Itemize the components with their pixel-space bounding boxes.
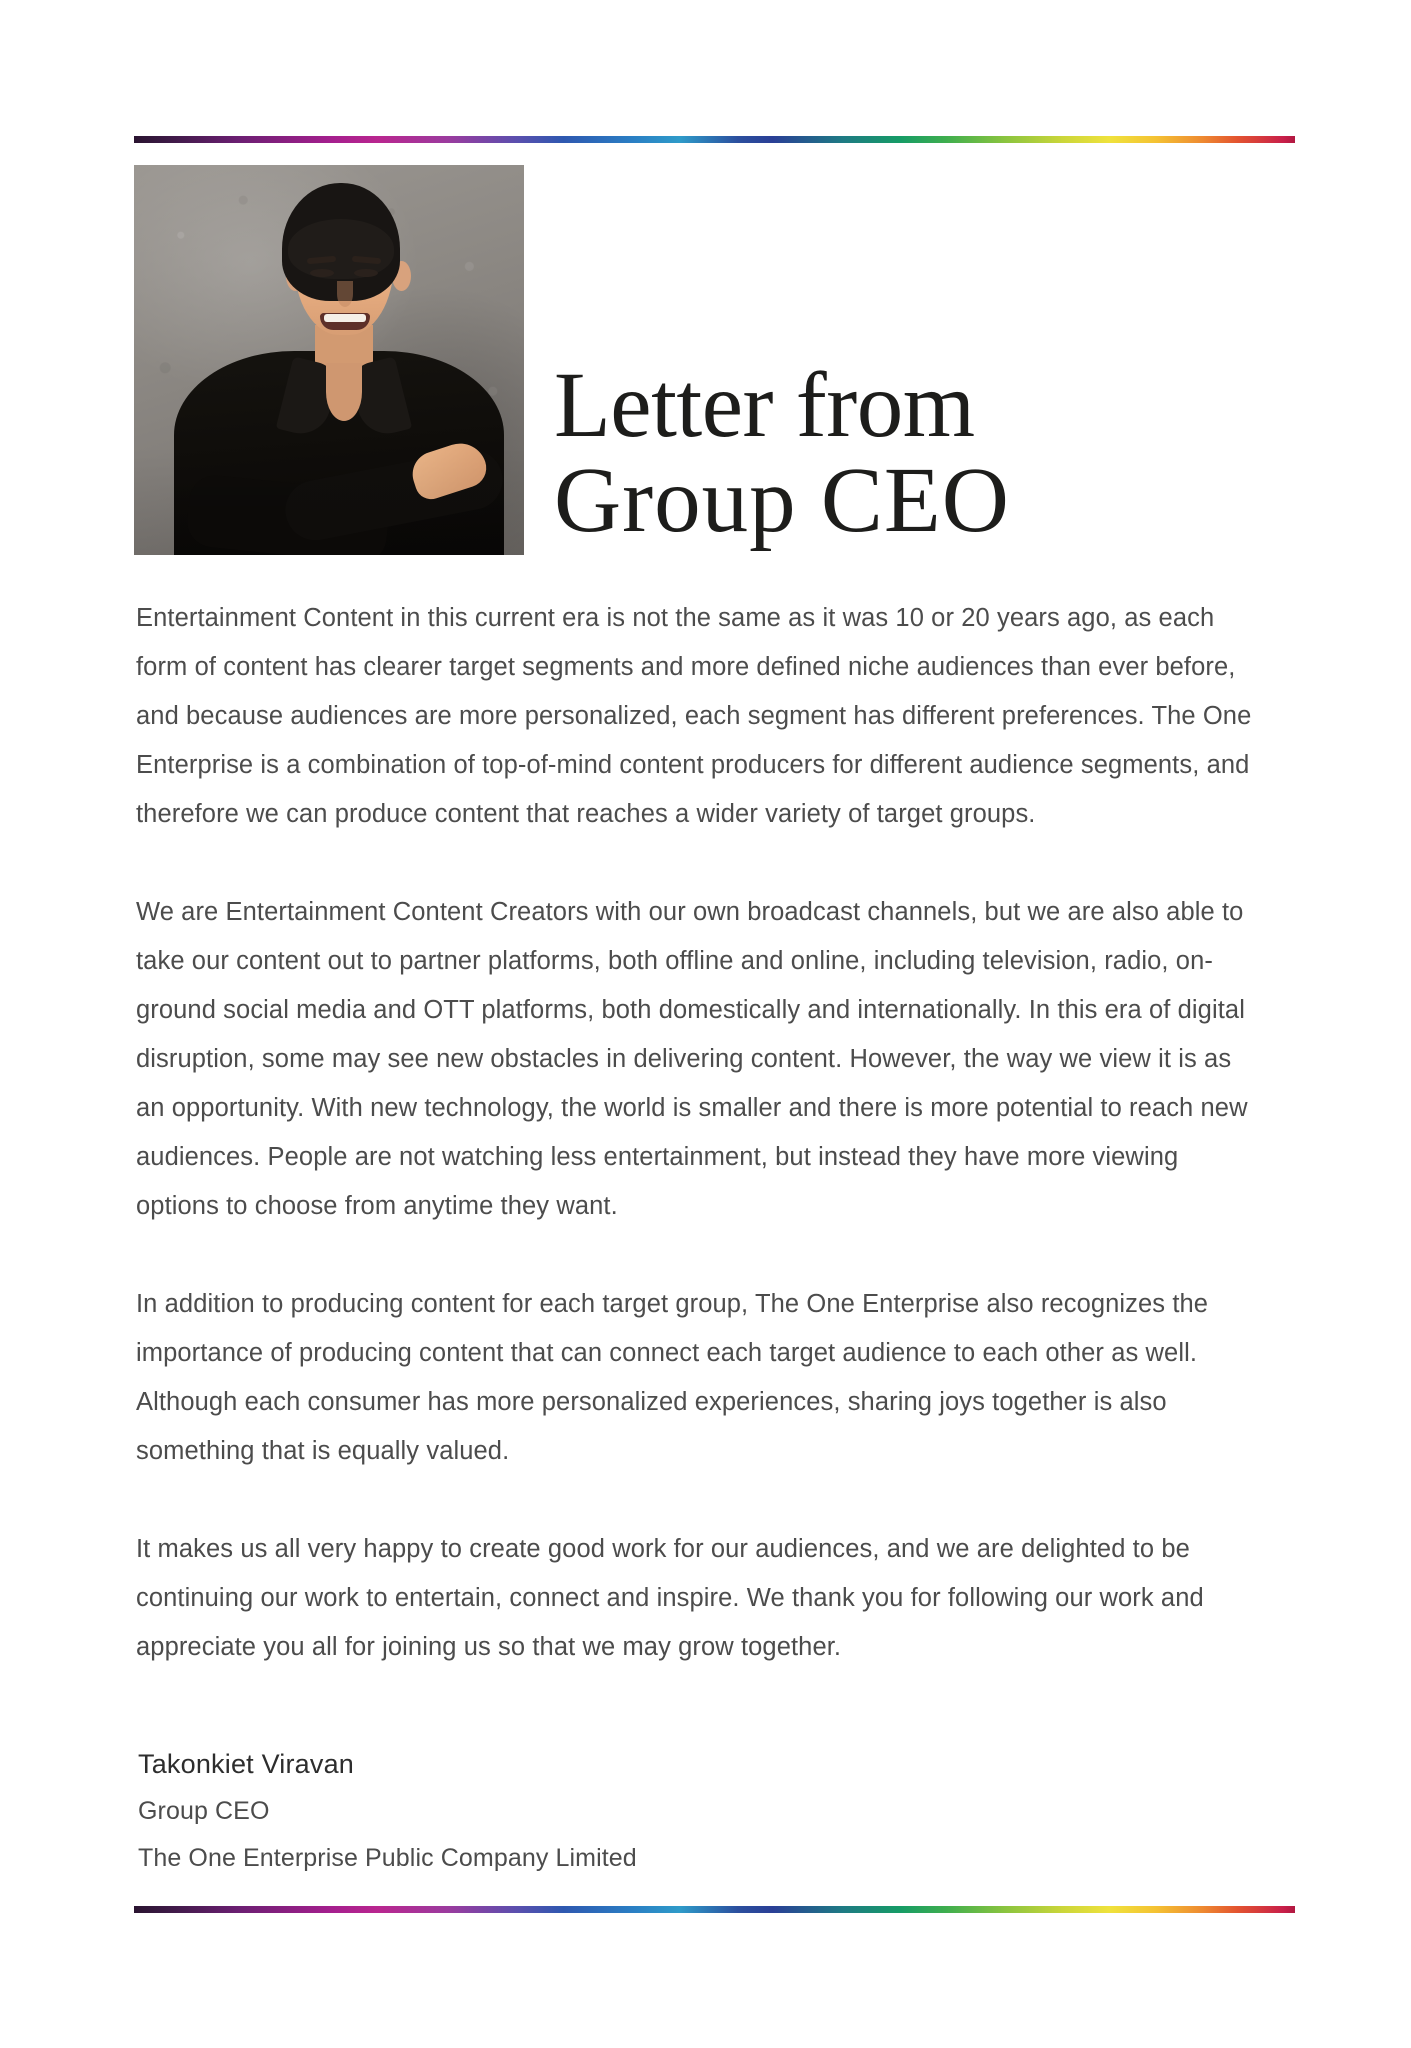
page-title-line-2: Group CEO (554, 449, 1010, 553)
portrait-teeth-shape (324, 314, 366, 322)
signature-role: Group CEO (138, 1797, 270, 1825)
portrait-chest-shape (326, 363, 362, 421)
signature-block (138, 1740, 938, 1882)
letter-header (134, 165, 1295, 555)
portrait-mouth-shape (320, 313, 370, 330)
letter-paragraph: In addition to producing content for each target group, The One Enterprise also recognizes the importance of producing content that can connect each target audience to each other as well. Although each consumer has more personalized experiences, sharing joys together is also something that is equally valued. (136, 1290, 1209, 1465)
letter-paragraph: We are Entertainment Content Creators with our own broadcast channels, but we are also able to take our content out to partner platforms, both offline and online, including television, radio, on-ground social media and OTT platforms, both domestically and internationally. In this era of digital disruption, some may see new obstacles in delivering content. However, the way we view it is as an opportunity. With new technology, the world is smaller and there is more potential to reach new audiences. People are not watching less entertainment, but instead they have more viewing options to choose from anytime they want. (136, 898, 1248, 1220)
page-title-line-1: Letter from (554, 354, 975, 458)
portrait-nose-shape (337, 281, 353, 307)
signature-company: The One Enterprise Public Company Limited (138, 1844, 637, 1872)
letter-paragraph: It makes us all very happy to create good work for our audiences, and we are delighted to be continuing our work to entertain, connect and inspire. We thank you for following our work and appreciate you all for joining us so that we may grow together. (136, 1535, 1204, 1661)
letter-paragraph: Entertainment Content in this current era is not the same as it was 10 or 20 years ago, as each form of content has clearer target segments and more defined niche audiences than ever before, and because audiences are more personalized, each segment has different preferences. The One Enterprise is a combination of top-of-mind content producers for different audience segments, and therefore we can produce content that reaches a wider variety of target groups. (136, 604, 1252, 828)
portrait-eye-right-shape (354, 269, 378, 277)
bottom-gradient-rule (134, 1906, 1295, 1913)
signature-name: Takonkiet Viravan (138, 1749, 355, 1779)
letter-body (136, 594, 1258, 1672)
ceo-portrait-photo (134, 165, 524, 555)
top-gradient-rule (134, 136, 1295, 143)
page-title (554, 165, 1294, 555)
portrait-eye-left-shape (310, 269, 334, 277)
